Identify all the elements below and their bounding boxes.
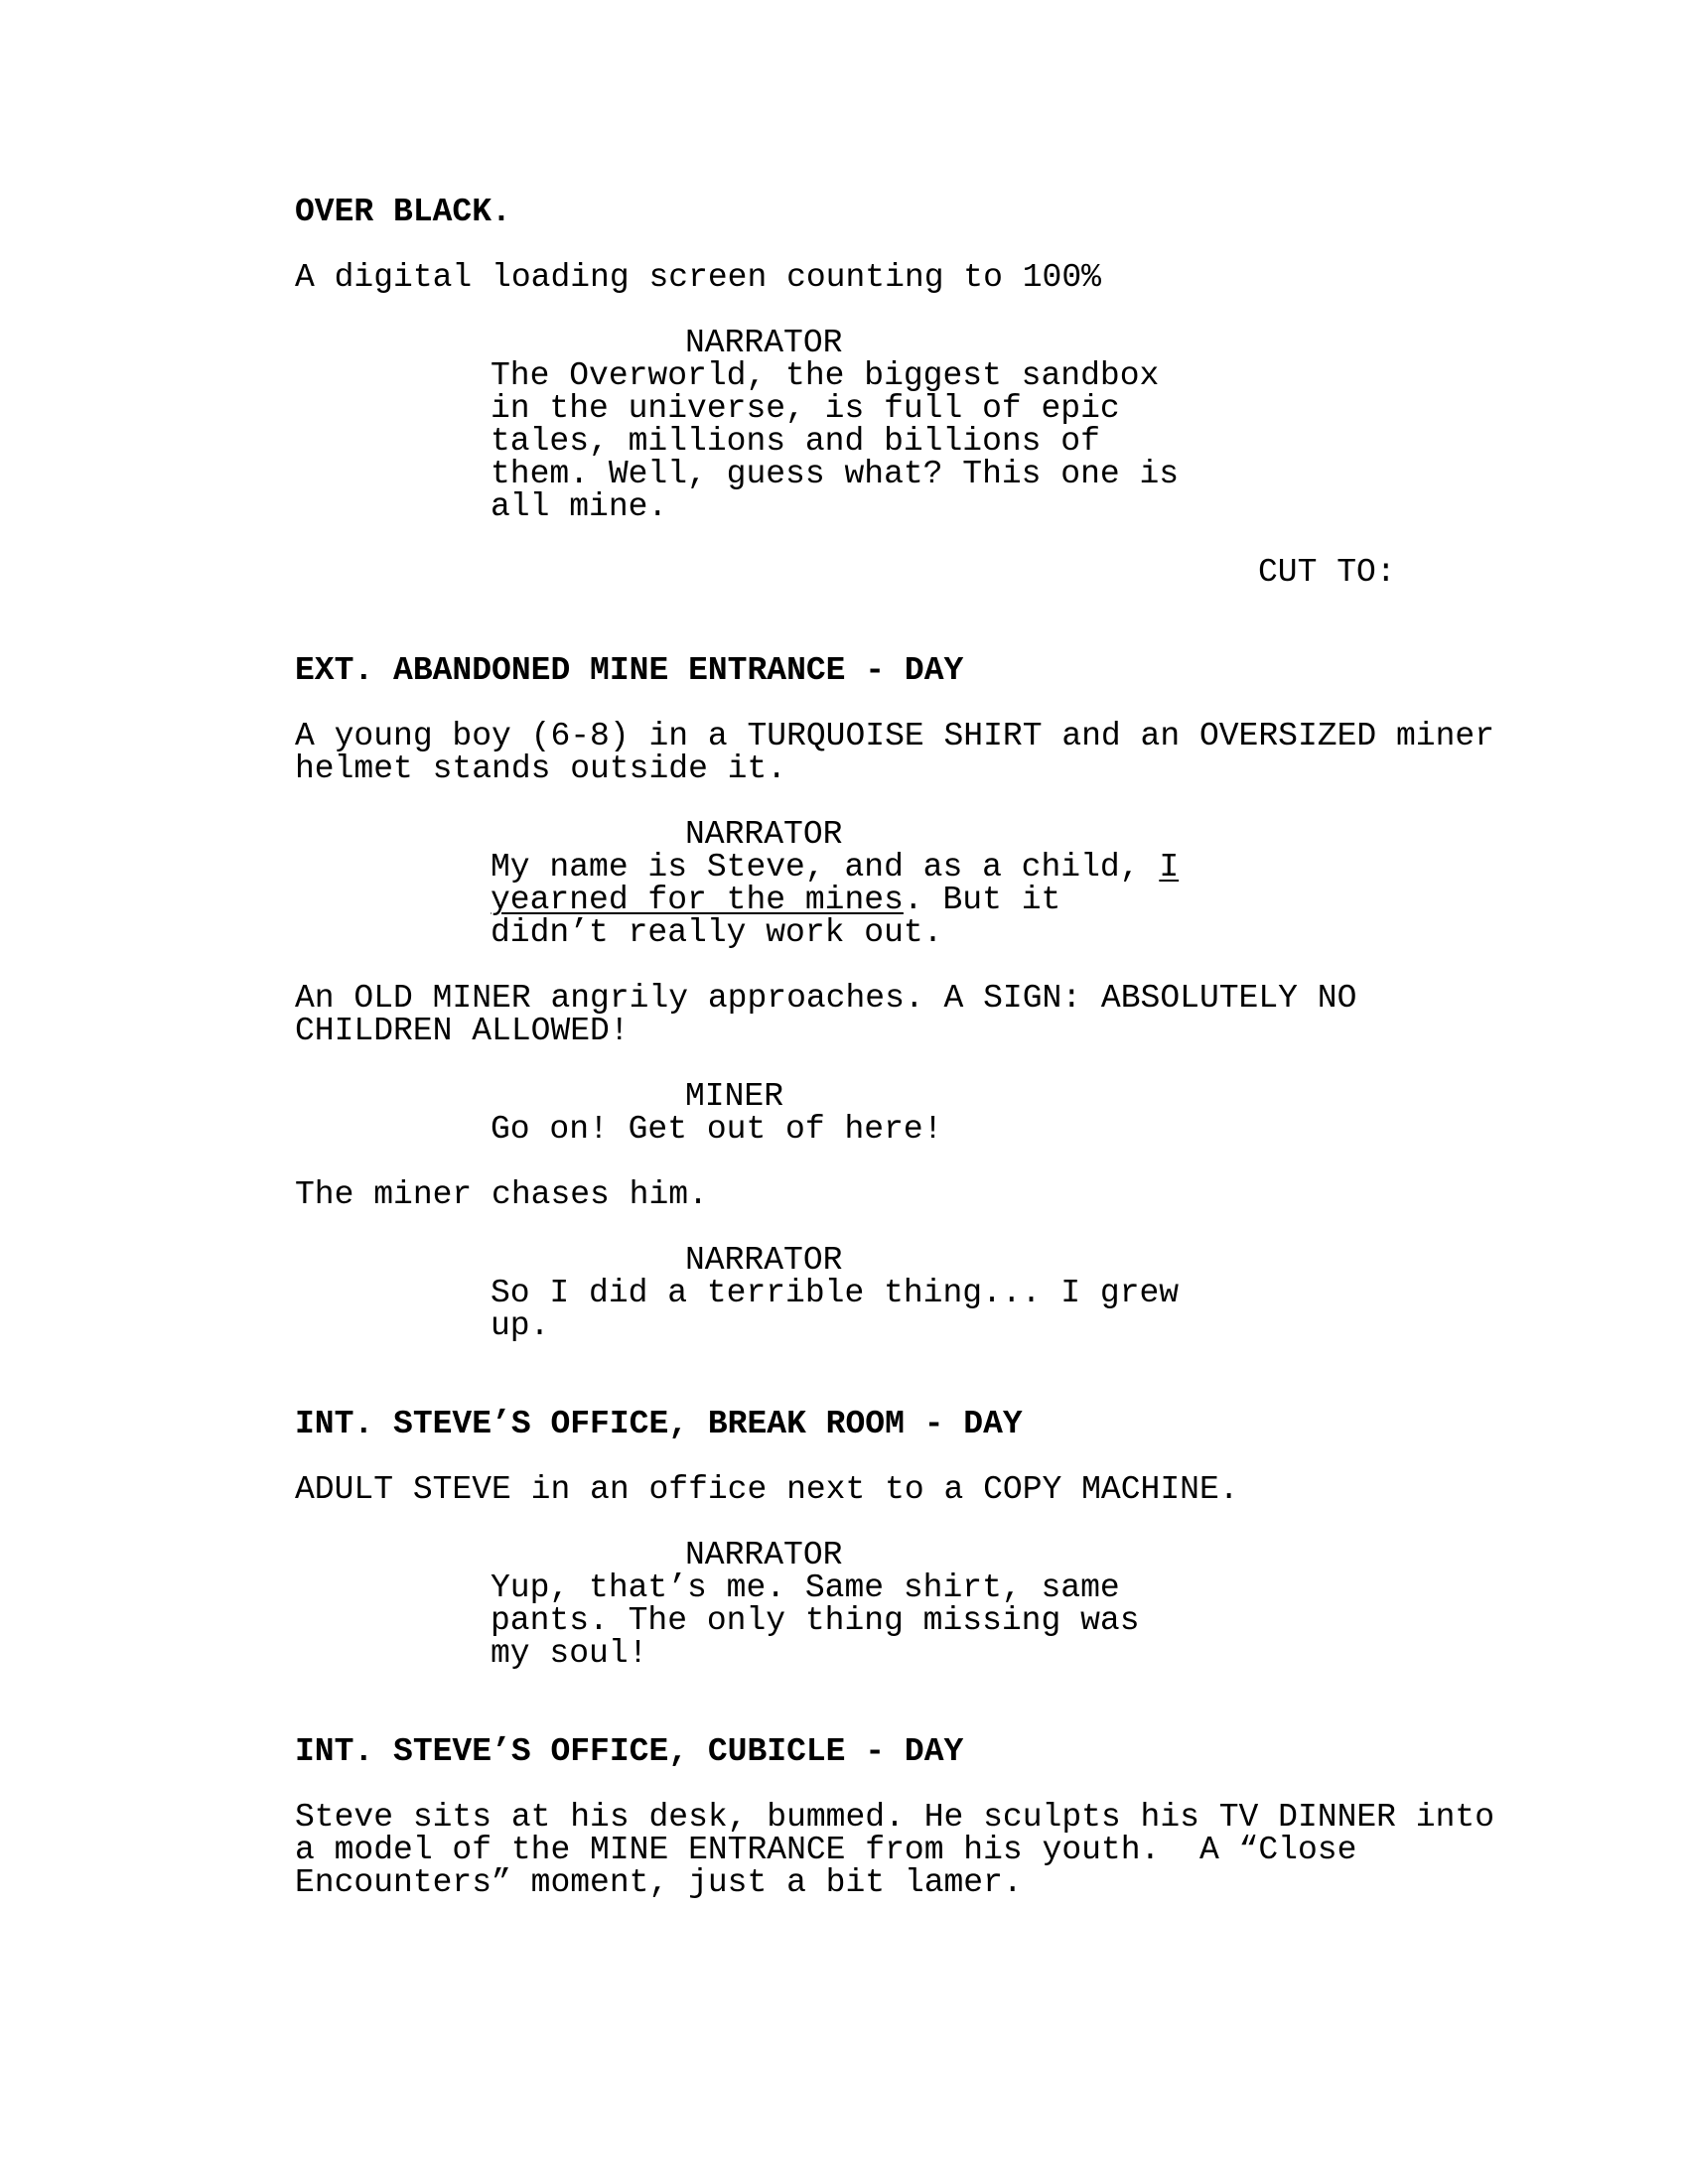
character-name: NARRATOR: [685, 816, 843, 853]
dialogue-line: The Overworld, the biggest sandbox: [491, 357, 1160, 394]
dialogue-line: Go on! Get out of here!: [491, 1111, 943, 1148]
action-line: Encounters” moment, just a bit lamer.: [295, 1864, 1023, 1901]
character-name: NARRATOR: [685, 1242, 843, 1279]
dialogue-text: My name is Steve, and as a child,: [491, 849, 1160, 886]
dialogue-line: tales, millions and billions of: [491, 423, 1100, 460]
scene-heading: EXT. ABANDONED MINE ENTRANCE - DAY: [295, 652, 964, 689]
dialogue-line: Yup, that’s me. Same shirt, same: [491, 1570, 1120, 1606]
dialogue-line: [491, 884, 1060, 916]
dialogue-line: my soul!: [491, 1635, 648, 1672]
character-name: NARRATOR: [685, 325, 843, 361]
dialogue-line: them. Well, guess what? This one is: [491, 456, 1180, 492]
scene-heading: INT. STEVE’S OFFICE, CUBICLE - DAY: [295, 1733, 964, 1770]
character-name: MINER: [685, 1078, 784, 1115]
action-line: ADULT STEVE in an office next to a COPY MACHINE.: [295, 1471, 1239, 1508]
dialogue-line: all mine.: [491, 488, 668, 525]
action-line: CHILDREN ALLOWED!: [295, 1013, 630, 1049]
underlined-text: I: [1159, 849, 1180, 886]
dialogue-line: pants. The only thing missing was: [491, 1602, 1140, 1639]
dialogue-text: . But it: [903, 882, 1061, 918]
action-line: Steve sits at his desk, bummed. He sculpts his TV DINNER into: [295, 1799, 1494, 1836]
action-line: a model of the MINE ENTRANCE from his youth. A “Close: [295, 1832, 1357, 1868]
dialogue-line: So I did a terrible thing... I grew: [491, 1275, 1180, 1311]
action-line: The miner chases him.: [295, 1176, 708, 1213]
underlined-text: yearned for the mines: [491, 882, 904, 918]
action-line: A young boy (6-8) in a TURQUOISE SHIRT and an OVERSIZED miner: [295, 718, 1494, 754]
transition: CUT TO:: [1258, 554, 1396, 591]
character-name: NARRATOR: [685, 1537, 843, 1573]
dialogue-line: in the universe, is full of epic: [491, 390, 1120, 427]
dialogue-line: [491, 851, 1179, 884]
scene-heading: OVER BLACK.: [295, 194, 511, 230]
action-line: helmet stands outside it.: [295, 751, 787, 787]
action-line: A digital loading screen counting to 100%: [295, 259, 1101, 296]
scene-heading: INT. STEVE’S OFFICE, BREAK ROOM - DAY: [295, 1406, 1023, 1442]
action-line: An OLD MINER angrily approaches. A SIGN: ABSOLUTELY NO: [295, 980, 1357, 1017]
dialogue-line: up.: [491, 1307, 550, 1344]
dialogue-line: didn’t really work out.: [491, 914, 943, 951]
